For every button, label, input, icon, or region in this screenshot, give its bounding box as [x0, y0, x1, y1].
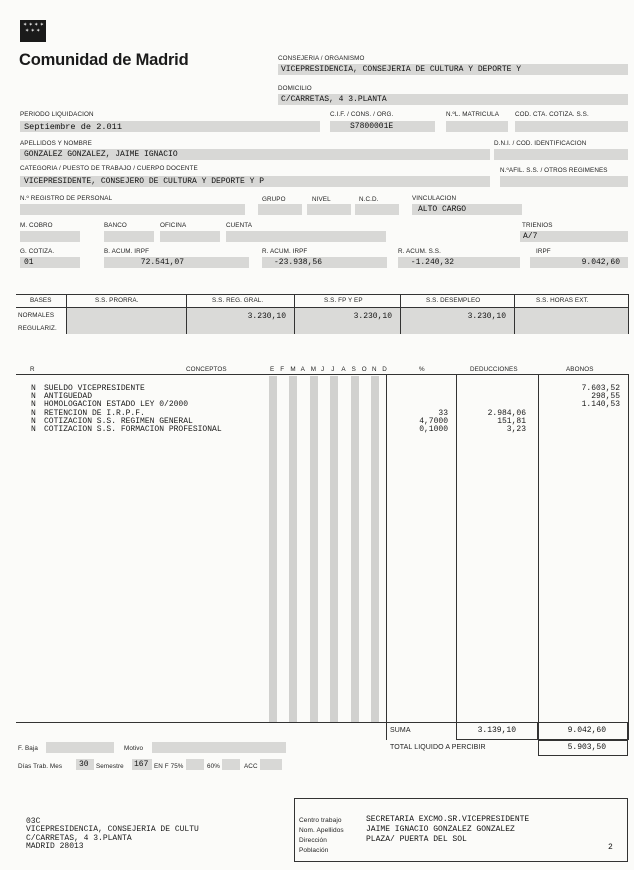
bases-header: BASES — [30, 297, 52, 304]
bases-header: S.S. REG. GRAL. — [212, 297, 264, 304]
concept-row-deduccion: 151,81 — [497, 416, 526, 426]
consejeria-label: CONSEJERIA / ORGANISMO — [278, 55, 365, 62]
month-header: O — [361, 366, 367, 373]
grupo-label: GRUPO — [262, 196, 286, 203]
month-stripe — [289, 376, 297, 722]
oficina-label: OFICINA — [160, 222, 187, 229]
bases-col-divider — [400, 294, 401, 334]
dias-value: 30 — [79, 760, 89, 769]
bases-cell: 3.230,10 — [353, 312, 392, 321]
bases-col-divider — [514, 294, 515, 334]
month-stripe — [371, 376, 379, 722]
nivel-field — [307, 204, 351, 215]
concept-row-pct: 0,1000 — [419, 425, 448, 434]
cif-value: S7800001E — [350, 122, 394, 131]
cobro-label: M. COBRO — [20, 222, 53, 229]
cod-cta-label: COD. CTA. COTIZA. S.S. — [515, 111, 589, 118]
month-stripe — [269, 376, 277, 722]
page-number: 2 — [608, 843, 613, 852]
bases-col-divider — [294, 294, 295, 334]
enf-label: EN F 75% — [154, 763, 184, 770]
dni-field — [494, 149, 628, 160]
centro-label: Centro trabajo — [299, 817, 342, 824]
suma-label: SUMA — [390, 727, 411, 734]
pct60-label: 60% — [207, 763, 220, 770]
racum-label: R. ACUM. IRPF — [262, 248, 308, 255]
irpf-label: IRPF — [536, 248, 551, 255]
periodo-value: Septiembre de 2.011 — [24, 122, 122, 132]
address-line: 03C — [26, 817, 41, 826]
consejeria-value: VICEPRESIDENCIA, CONSEJERIA DE CULTURA Y DEPORTE Y — [281, 65, 522, 74]
domicilio-value: C/CARRETAS, 4 3.PLANTA — [281, 95, 387, 104]
cobro-field — [20, 231, 80, 242]
concept-row-label: COTIZACION S.S. REGIMEN GENERAL — [44, 416, 193, 426]
bases-top-border — [16, 294, 628, 295]
month-stripe — [351, 376, 359, 722]
afil-label: N.ºAFIL. S.S. / OTROS REGIMENES — [500, 167, 608, 174]
abonos-divider — [538, 374, 539, 740]
concept-row-label: COTIZACION S.S. FORMACION PROFESIONAL — [44, 425, 222, 434]
trienios-label: TRIENIOS — [522, 222, 553, 229]
month-header: J — [331, 366, 335, 373]
banco-field — [104, 231, 154, 242]
concept-row-label: ANTIGUEDAD — [44, 392, 93, 402]
bases-header: S.S. DESEMPLEO — [426, 297, 481, 304]
bases-row-regulariz: REGULARIZ. — [18, 325, 57, 332]
enf-field — [186, 759, 204, 770]
concept-row-label: SUELDO VICEPRESIDENTE — [44, 384, 145, 393]
liquido-label: TOTAL LIQUIDO A PERCIBIR — [390, 744, 486, 751]
month-header: M — [290, 366, 296, 373]
periodo-label: PERIODO LIQUIDACION — [20, 111, 94, 118]
motivo-field — [152, 742, 286, 753]
vinculacion-label: VINCULACION — [412, 195, 457, 202]
month-header: M — [310, 366, 317, 373]
bases-header: S.S. PRORRA. — [95, 297, 139, 304]
banco-label: BANCO — [104, 222, 127, 229]
address-line: C/CARRETAS, 4 3.PLANTA — [26, 833, 132, 843]
address-line: VICEPRESIDENCIA, CONSEJERIA DE CULTU — [26, 825, 199, 835]
ncd-label: N.C.D. — [359, 196, 379, 203]
liquido-value: 5.903,50 — [567, 743, 606, 752]
suma-deducciones: 3.139,10 — [477, 726, 516, 735]
concept-row-r: N — [31, 416, 36, 426]
matricula-field — [446, 121, 508, 132]
deducciones-divider — [456, 374, 457, 740]
col-abonos-header: ABONOS — [566, 366, 594, 373]
bases-header: S.S. FP Y EP — [324, 297, 363, 304]
nom-label: Nom. Apellidos — [299, 827, 344, 834]
nom-value: JAIME IGNACIO GONZALEZ GONZALEZ — [366, 825, 515, 834]
semestre-value: 167 — [134, 760, 149, 769]
pct-divider — [386, 374, 387, 740]
categoria-value: VICEPRESIDENTE, CONSEJERO DE CULTURA Y DEPORTE Y P — [24, 177, 265, 186]
brand-name: Comunidad de Madrid — [19, 51, 189, 69]
month-stripe — [310, 376, 318, 722]
domicilio-label: DOMICILIO — [278, 85, 312, 92]
fbaja-field — [46, 742, 114, 753]
registro-field — [20, 204, 245, 215]
bases-cell: 3.230,10 — [247, 312, 286, 321]
concept-row-deduccion: 3,23 — [506, 425, 526, 434]
madrid-logo-icon: ✶ ✶ ✶ ✶ ✶ ✶ ✶ — [20, 20, 46, 42]
concept-row-deduccion: 2.984,06 — [487, 408, 526, 418]
dias-label: Días Trab. Mes — [18, 763, 63, 770]
conceptos-header-border — [16, 374, 628, 375]
concept-row-r: N — [31, 384, 36, 393]
concept-row-pct: 4,7000 — [419, 416, 448, 426]
col-pct-header: % — [419, 366, 425, 373]
concept-row-r: N — [31, 400, 36, 410]
col-conceptos-header: CONCEPTOS — [186, 366, 227, 373]
grupo-field — [258, 204, 302, 215]
cuenta-field — [226, 231, 386, 242]
concept-row-abono: 298,55 — [591, 392, 620, 402]
irpf-value: 9.042,60 — [581, 258, 620, 267]
month-header: N — [372, 366, 377, 373]
bases-row-normales: NORMALES — [18, 312, 55, 319]
concept-row-r: N — [31, 425, 36, 434]
rss-label: R. ACUM. S.S. — [398, 248, 441, 255]
month-header: E — [270, 366, 275, 373]
month-stripe — [330, 376, 338, 722]
bases-cell: 3.230,10 — [467, 312, 506, 321]
acc-label: ACC — [244, 763, 258, 770]
bacum-value: 72.541,07 — [140, 258, 184, 267]
apellidos-value: GONZALEZ GONZALEZ, JAIME IGNACIO — [24, 150, 178, 159]
bases-col-divider — [66, 294, 67, 334]
fbaja-label: F. Baja — [18, 745, 38, 752]
bases-col-divider — [186, 294, 187, 334]
month-header: J — [321, 366, 325, 373]
concept-row-label: RETENCION DE I.R.P.F. — [44, 408, 145, 418]
bases-col-divider — [628, 294, 629, 334]
racum-value: -23.938,56 — [273, 258, 322, 267]
cod-cta-field — [515, 121, 628, 132]
bacum-label: B. ACUM. IRPF — [104, 248, 150, 255]
dni-label: D.N.I. / COD. IDENTIFICACION — [494, 140, 587, 147]
month-header: F — [280, 366, 285, 373]
matricula-label: N.ºL. MATRICULA — [446, 111, 500, 118]
registro-label: N.º REGISTRO DE PERSONAL — [20, 195, 113, 202]
cif-label: C.I.F. / CONS. / ORG. — [330, 111, 394, 118]
bases-header: S.S. HORAS EXT. — [536, 297, 589, 304]
concept-row-r: N — [31, 392, 36, 402]
suma-abonos: 9.042,60 — [567, 726, 606, 735]
rss-value: -1.240,32 — [410, 258, 454, 267]
concept-row-abono: 7.603,52 — [581, 384, 620, 393]
month-header: D — [382, 366, 387, 373]
col-deducciones-header: DEDUCCIONES — [470, 366, 518, 373]
month-header: A — [341, 366, 346, 373]
motivo-label: Motivo — [124, 745, 144, 752]
gcotiza-value: 01 — [24, 258, 34, 267]
address-line: MADRID 28013 — [26, 842, 84, 852]
dir-label: Dirección — [299, 837, 327, 844]
apellidos-label: APELLIDOS Y NOMBRE — [20, 140, 92, 147]
trienios-value: A/7 — [523, 232, 538, 241]
vinculacion-value: ALTO CARGO — [418, 205, 467, 214]
concept-row-r: N — [31, 408, 36, 418]
col-r-header: R — [30, 366, 35, 373]
concept-row-abono: 1.140,53 — [581, 400, 620, 410]
cuenta-label: CUENTA — [226, 222, 253, 229]
categoria-label: CATEGORIA / PUESTO DE TRABAJO / CUERPO DOCENTE — [20, 165, 198, 172]
table-right-border — [628, 374, 629, 740]
nivel-label: NIVEL — [312, 196, 331, 203]
oficina-field — [160, 231, 220, 242]
semestre-label: Semestre — [96, 763, 124, 770]
month-header: S — [351, 366, 356, 373]
concept-row-pct: 33 — [438, 408, 448, 418]
concept-row-label: HOMOLOGACION ESTADO LEY 0/2000 — [44, 400, 189, 410]
dir-value: PLAZA/ PUERTA DEL SOL — [366, 835, 467, 844]
acc-field — [260, 759, 282, 770]
pob-label: Población — [299, 847, 329, 854]
ncd-field — [355, 204, 399, 215]
gcotiza-label: G. COTIZA. — [20, 248, 55, 255]
pct60-field — [222, 759, 240, 770]
month-header: A — [300, 366, 305, 373]
centro-value: SECRETARIA EXCMO.SR.VICEPRESIDENTE — [366, 815, 530, 824]
afil-field — [500, 176, 628, 187]
